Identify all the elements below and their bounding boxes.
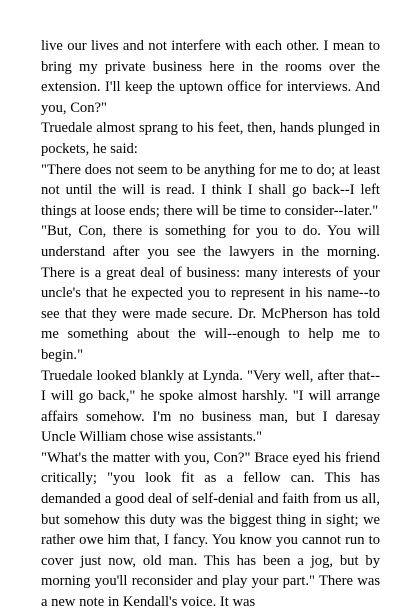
paragraph-2: Truedale almost sprang to his feet, then, hands plunged in pockets, he said: [41,120,380,157]
paragraph-5: Truedale looked blankly at Lynda. "Very well, after that--I will go back," he spoke almost harshly. "I will arrange affairs somehow. I'm no business man, but I daresay Uncle William chose wise assistants." [41,367,380,446]
paragraph-1: live our lives and not interfere with each other. I mean to bring my private business here in the rooms over the extension. I'll keep the uptown office for interviews. And you, Con?" [41,38,380,116]
paragraph-4: "But, Con, there is something for you to do. You will understand after you see the lawyers in the morning. There is a great deal of business: many interests of your uncle's that he expected you to represent in his name--to see that they were made secure. Dr. McPherson has told me something about the will--enough to help me to begin." [41,223,380,363]
body-text [41,36,380,613]
paragraph-6: "What's the matter with you, Con?" Brace eyed his friend critically; "you look fit as a fellow can. This has demanded a good deal of self-denial and faith from us all, but somehow this duty was the biggest thing in sight; we rather owe him that, I fancy. You know you cannot run to cover just now, old man. This has been a jog, but by morning you'll reconsider and play your part." There was a new note in Kendall's voice. It was [41,449,380,611]
paragraph-3: "There does not seem to be anything for me to do; at least not until the will is read. I think I shall go back--I left things at loose ends; there will be time to consider--later." [41,161,380,219]
